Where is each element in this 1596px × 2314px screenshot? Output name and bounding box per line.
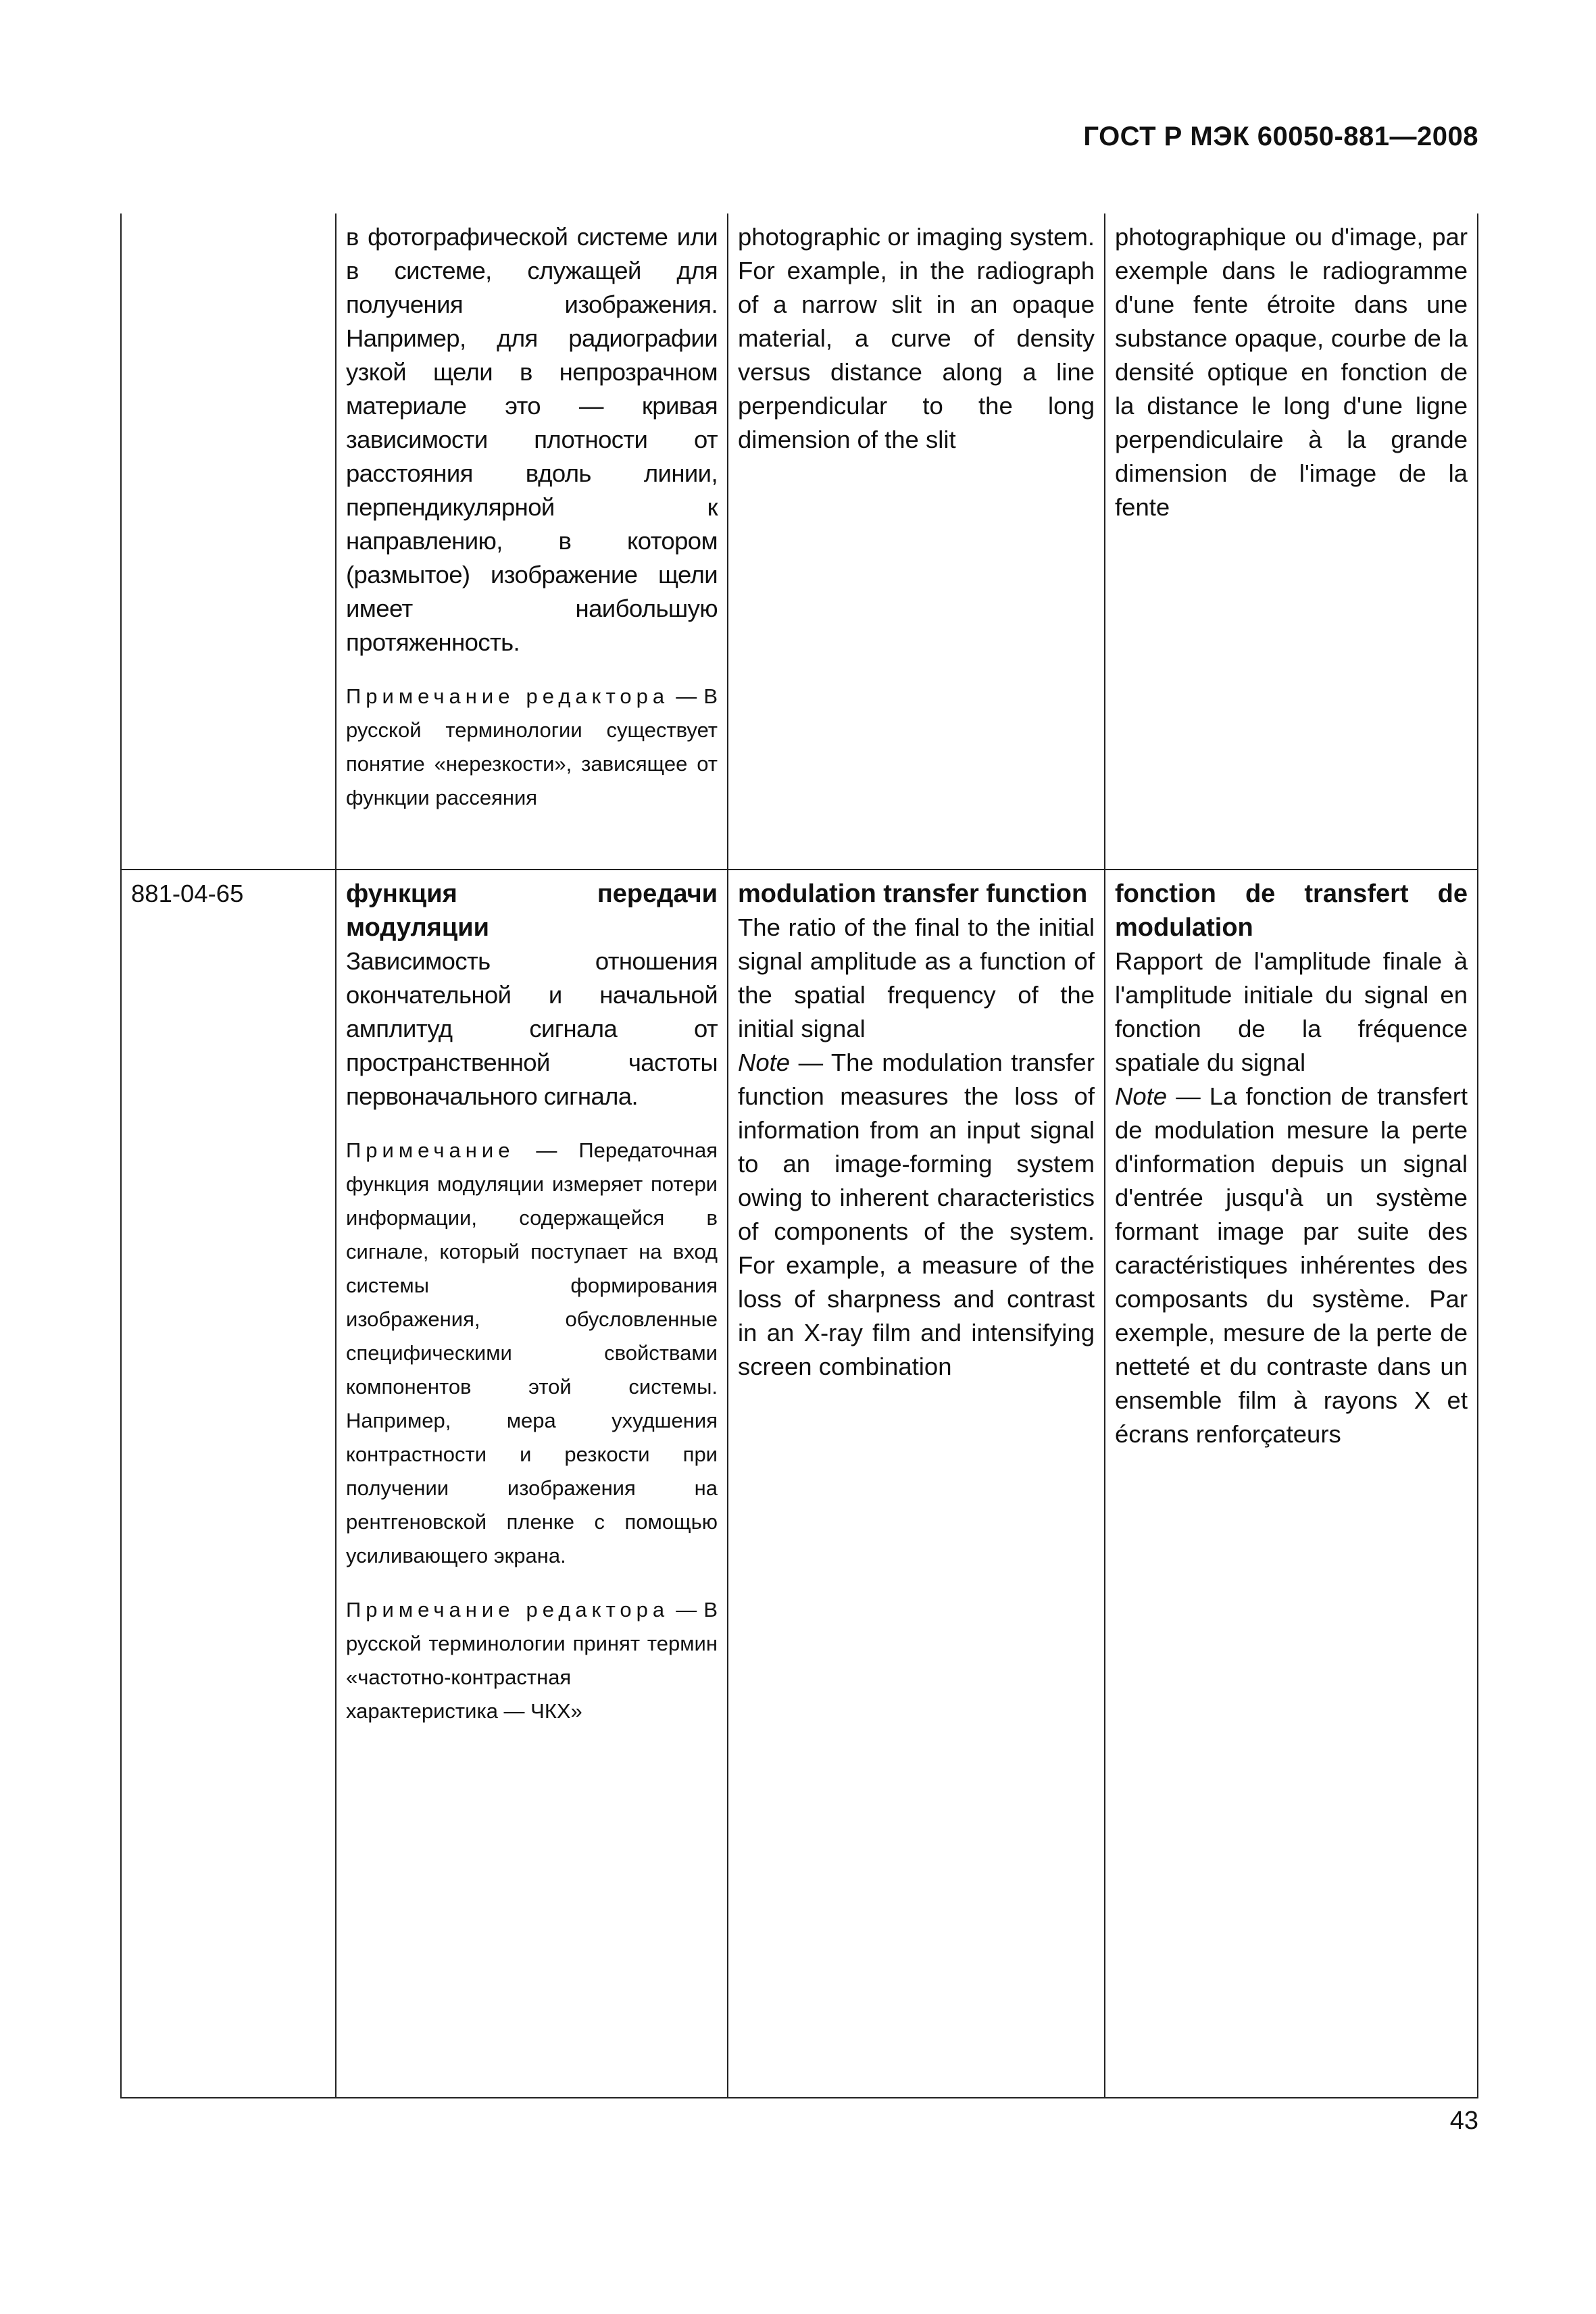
en-cell	[728, 213, 1105, 870]
note-lead: Note	[1115, 1082, 1168, 1110]
table-row	[121, 870, 1478, 2098]
note-lead: Note	[738, 1049, 791, 1076]
ru-def-lead: Зависимость	[346, 947, 491, 975]
note-text: — В русской терминологии существует понятие «нерезкости», зависящее от функции рассеяния	[346, 684, 718, 809]
fr-term: fonction de transfert de modulation	[1115, 880, 1468, 942]
ru-def-rest: отношения окончательной и начальной амплитуд сигнала от пространственной частоты первоначального сигнала.	[346, 947, 718, 1110]
ru-editor-note	[346, 680, 718, 815]
note-lead: Примечание редактора	[346, 684, 670, 708]
page-number: 43	[1449, 2107, 1478, 2135]
terms-table	[120, 213, 1478, 2098]
note-text: — Передаточная функция модуляции измеряет потери информации, содержащейся в сигнале, который поступает на вход системы формирования изображения, обусловленные специфическими свойствами компонентов этой системы. Например, мера ухудшения контрастности и резкости при получении изображения на рентгеновской пленке с помощью усиливающего экрана.	[346, 1138, 718, 1567]
ru-cell	[336, 213, 728, 870]
ru-definition	[346, 945, 718, 1113]
note-text: — В русской терминологии принят термин «частотно-контрастная характеристика — ЧКХ»	[346, 1598, 718, 1723]
number-cell	[121, 870, 336, 2098]
number-cell	[121, 213, 336, 870]
en-cell	[728, 870, 1105, 2098]
note-text: — La fonction de transfert de modulation mesure la perte d'information depuis un signal d'entrée jusqu'à un système formant image par suite des caractéristiques inhérentes des composants du système. Par exemple, mesure de la perte de netteté et du contraste dans un ensemble film à rayons X et écrans renforçateurs	[1115, 1082, 1468, 1448]
en-term: modulation transfer function	[738, 880, 1088, 908]
note-text: — The modulation transfer function measures the loss of information from an input signal to an image-forming system owing to inherent characteristics of components of the system. For example, a measure of the loss of sharpness and contrast in an X-ray film and intensifying screen combination	[738, 1049, 1095, 1380]
en-note	[738, 1046, 1095, 1384]
ru-editor-note	[346, 1593, 718, 1728]
fr-note	[1115, 1080, 1468, 1451]
note-lead: Примечание редактора	[346, 1598, 670, 1621]
fr-definition: Rapport de l'amplitude finale à l'amplitude initiale du signal en fonction de la fréquence spatiale du signal	[1115, 947, 1468, 1076]
fr-cell	[1105, 870, 1478, 2098]
en-definition: The ratio of the final to the initial signal amplitude as a function of the spatial frequency of the initial signal	[738, 913, 1095, 1042]
en-definition-continued: photographic or imaging system. For example, in the radiograph of a narrow slit in an opaque material, a curve of density versus distance along a line perpendicular to the long dimension of the slit	[738, 223, 1095, 453]
ru-note	[346, 1134, 718, 1573]
ru-cell	[336, 870, 728, 2098]
ru-term: функция передачи модуляции	[346, 880, 718, 942]
table-row	[121, 213, 1478, 870]
ru-definition-continued: в фотографической системе или в системе, служащей для получения изображения. Например, для радиографии узкой щели в непрозрачном материале это — кривая зависимости плотности от расстояния вдоль линии, перпендикулярной к направлению, в котором (размытое) изображение щели имеет наибольшую протяженность.	[346, 223, 718, 656]
fr-cell	[1105, 213, 1478, 870]
fr-definition-continued: photographique ou d'image, par exemple dans le radiogramme d'une fente étroite dans une substance opaque, courbe de la densité optique en fonction de la distance le long d'une ligne perpendiculaire à la grande dimension de l'image de la fente	[1115, 223, 1468, 521]
document-header: ГОСТ Р МЭК 60050-881—2008	[1083, 122, 1478, 151]
term-number: 881-04-65	[131, 880, 244, 907]
note-lead: Примечание	[346, 1138, 515, 1162]
